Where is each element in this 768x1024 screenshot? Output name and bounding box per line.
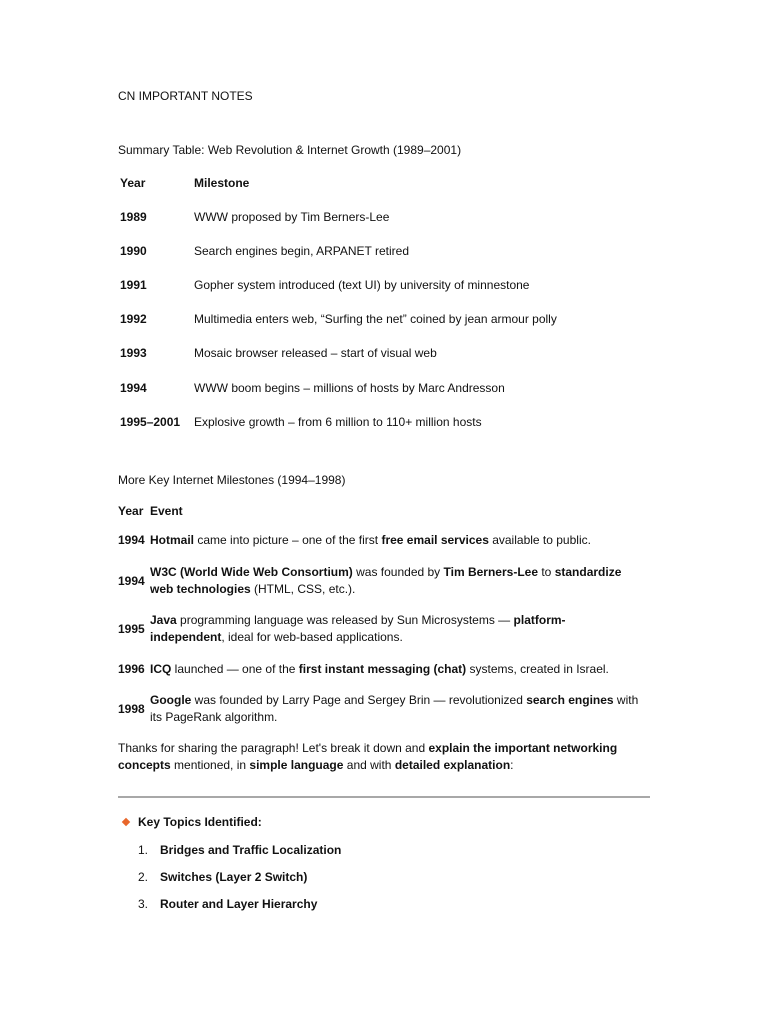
list-item: [138, 896, 317, 912]
summary-milestone: Explosive growth – from 6 million to 110+ million hosts: [194, 415, 482, 429]
more-col-year: Year: [118, 504, 144, 518]
milestone-event: Google was founded by Larry Page and Sergey Brin — revolutionized search engines with its PageRank algorithm.: [150, 693, 639, 724]
milestone-event: Java programming language was released by Sun Microsystems — platform-independent, ideal for web-based applications.: [150, 613, 566, 644]
list-item: [138, 842, 341, 858]
summary-year: 1995–2001: [120, 415, 181, 429]
list-item: [138, 869, 307, 885]
summary-year: 1991: [120, 278, 147, 292]
milestone-year: 1994: [118, 573, 145, 588]
milestone-event: W3C (World Wide Web Consortium) was founded by Tim Berners-Lee to standardize web technologies (HTML, CSS, etc.).: [150, 565, 622, 596]
summary-year: 1992: [120, 312, 147, 326]
milestone-event: Hotmail came into picture – one of the first free email services available to public.: [150, 533, 591, 547]
diamond-bullet-icon: [122, 818, 130, 826]
more-col-event: Event: [150, 504, 183, 518]
milestone-row: [118, 661, 640, 678]
summary-milestone: WWW proposed by Tim Berners-Lee: [194, 210, 390, 224]
list-label: Bridges and Traffic Localization: [160, 843, 342, 857]
milestone-year: 1998: [118, 701, 145, 716]
summary-milestone: Mosaic browser released – start of visual web: [194, 346, 437, 360]
summary-milestone: WWW boom begins – millions of hosts by Marc Andresson: [194, 381, 505, 395]
milestone-row: [118, 612, 640, 646]
summary-year: 1990: [120, 244, 147, 258]
summary-col-year: Year: [120, 176, 146, 190]
summary-year: 1994: [120, 381, 147, 395]
milestone-event: ICQ launched — one of the first instant messaging (chat) systems, created in Israel.: [150, 662, 609, 676]
milestone-row: [118, 532, 640, 549]
horizontal-rule: [118, 796, 650, 798]
summary-year: 1989: [120, 210, 147, 224]
milestone-year: 1996: [118, 662, 145, 676]
summary-heading: Summary Table: Web Revolution & Internet Growth (1989–2001): [118, 143, 462, 157]
page-title: CN IMPORTANT NOTES: [118, 89, 253, 103]
list-number: 3.: [138, 897, 149, 911]
more-heading: More Key Internet Milestones (1994–1998): [118, 473, 346, 487]
thanks-paragraph: Thanks for sharing the paragraph! Let's break it down and explain the important networking concepts mentioned, in simple language and with detailed explanation:: [118, 741, 618, 772]
summary-col-milestone: Milestone: [194, 176, 250, 190]
summary-milestone: Search engines begin, ARPANET retired: [194, 244, 410, 258]
list-label: Router and Layer Hierarchy: [160, 897, 318, 911]
summary-year: 1993: [120, 346, 147, 360]
list-number: 2.: [138, 870, 149, 884]
summary-milestone: Gopher system introduced (text UI) by university of minnestone: [194, 278, 530, 292]
milestone-year: 1994: [118, 533, 145, 547]
summary-milestone: Multimedia enters web, “Surfing the net” coined by jean armour polly: [194, 312, 557, 326]
list-label: Switches (Layer 2 Switch): [160, 870, 308, 884]
milestone-row: [118, 692, 640, 726]
key-topics-heading: Key Topics Identified:: [138, 815, 262, 829]
list-number: 1.: [138, 843, 149, 857]
milestone-year: 1995: [118, 621, 145, 636]
milestone-row: [118, 564, 640, 598]
